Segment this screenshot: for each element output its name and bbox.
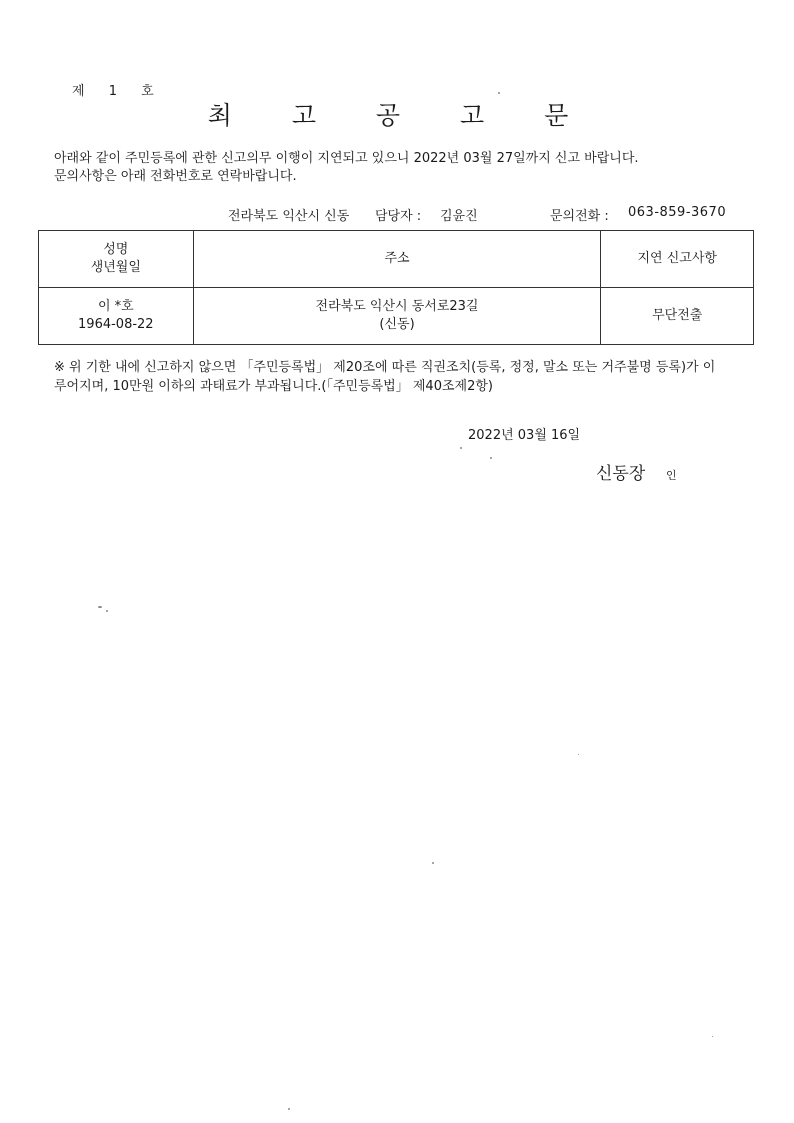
office-name: 전라북도 익산시 신동 <box>228 209 350 224</box>
issue-date: 2022년 03월 16일 <box>468 428 581 443</box>
cell-address-line-2: (신동) <box>379 317 415 332</box>
phone-label: 문의전화 : <box>550 209 609 224</box>
cell-address <box>193 288 601 345</box>
table-header-row <box>39 231 754 288</box>
scan-speck <box>460 447 462 449</box>
header-delayed-item: 지연 신고사항 <box>601 231 754 288</box>
intro-line-2: 문의사항은 아래 전화번호로 연락바랍니다. <box>54 169 297 184</box>
intro-line-1: 아래와 같이 주민등록에 관한 신고의무 이행이 지연되고 있으니 2022년 03월 27일까지 신고 바랍니다. <box>54 151 639 166</box>
warning-text <box>54 358 754 396</box>
cell-birth: 1964-08-22 <box>78 317 154 332</box>
manager-label: 담당자 : <box>375 209 422 224</box>
header-name: 성명 <box>103 242 129 257</box>
scan-speck <box>490 457 492 459</box>
scan-speck <box>432 862 434 864</box>
scan-speck <box>98 606 102 608</box>
header-name-birth <box>39 231 194 288</box>
manager-name: 김윤진 <box>440 209 478 224</box>
document-title: 최 고 공 고 문 <box>207 101 595 130</box>
notice-table <box>38 230 754 345</box>
seal-mark: 인 <box>666 469 677 482</box>
cell-address-line-1: 전라북도 익산시 동서로23길 <box>315 299 479 314</box>
scan-speck <box>288 1108 290 1110</box>
scan-speck <box>498 92 500 94</box>
cell-name-birth <box>39 288 194 345</box>
cell-name: 이 *호 <box>97 299 134 314</box>
document-number: 제 1 호 <box>72 84 164 99</box>
cell-delayed-item: 무단전출 <box>601 288 754 345</box>
warning-line-1: ※ 위 기한 내에 신고하지 않으면 「주민등록법」 제20조에 따른 직권조치(등록, 정정, 말소 또는 거주불명 등록)가 이 <box>54 360 716 375</box>
phone-number: 063-859-3670 <box>628 205 727 220</box>
signer-title: 신동장 <box>596 464 646 484</box>
table-row <box>39 288 754 345</box>
header-address: 주소 <box>193 231 601 288</box>
scan-speck <box>106 610 108 612</box>
scan-speck <box>712 1036 713 1037</box>
scan-speck <box>578 754 579 755</box>
warning-line-2: 루어지며, 10만원 이하의 과태료가 부과됩니다.(「주민등록법」 제40조제2항) <box>54 379 493 394</box>
intro-text <box>54 150 639 186</box>
header-birth: 생년월일 <box>90 260 141 275</box>
